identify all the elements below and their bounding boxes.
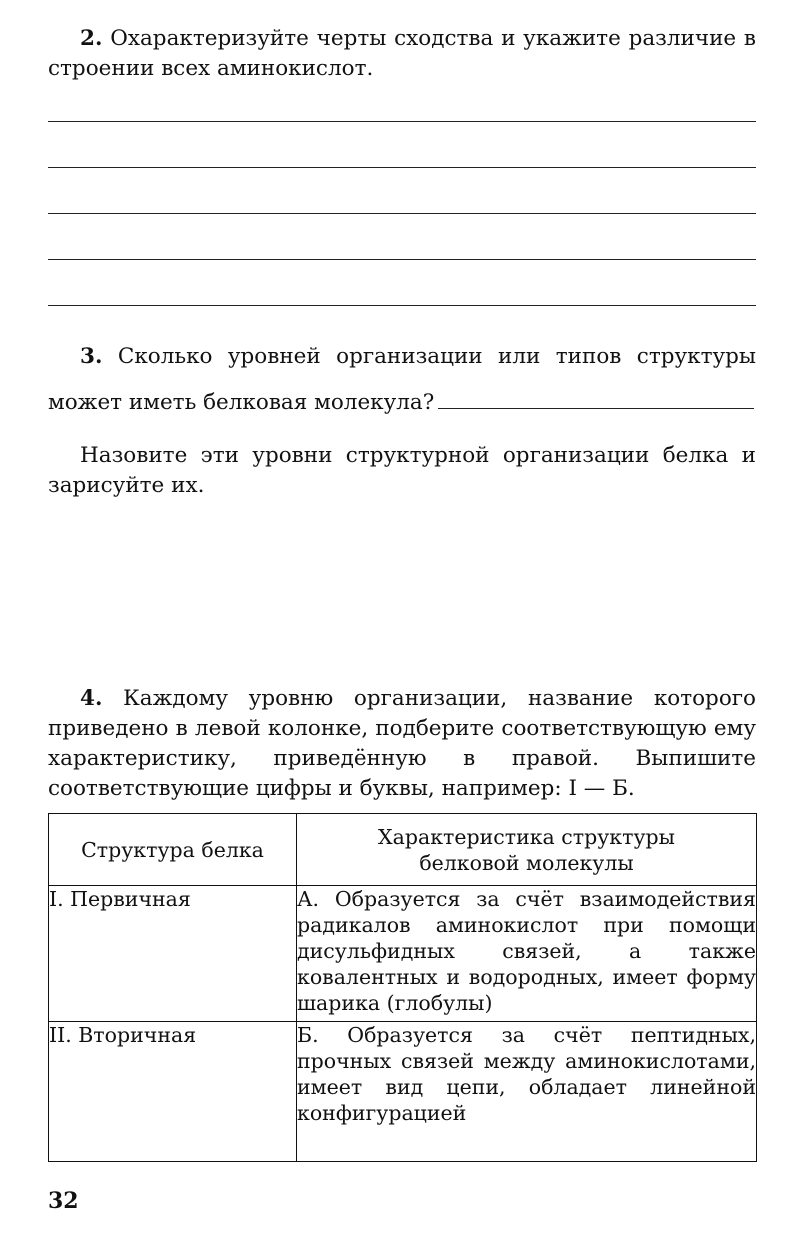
table-row — [49, 886, 757, 1022]
table-header-row — [49, 814, 757, 886]
header-characteristic-line-2: белковой молекулы — [419, 850, 634, 875]
question-2-number: 2. — [80, 26, 103, 51]
levels-count-field[interactable] — [438, 386, 754, 409]
answer-line-2[interactable] — [48, 167, 756, 168]
answer-line-4[interactable] — [48, 259, 756, 260]
header-characteristic — [297, 814, 757, 886]
answer-line-1[interactable] — [48, 121, 756, 122]
question-3-text-b: может иметь белковая молекула? — [48, 390, 435, 415]
answer-line-5[interactable] — [48, 305, 756, 306]
question-4 — [48, 684, 756, 804]
structure-cell-2: II. Вторичная — [49, 1022, 297, 1162]
header-characteristic-line-1: Характеристика структуры — [378, 824, 675, 849]
answer-line-3[interactable] — [48, 213, 756, 214]
question-3 — [48, 342, 756, 372]
question-4-text: Каждому уровню организации, название которого приведено в левой колонке, подберите соответствующую ему характеристику, приведённую в правой. Выпишите соответствующие цифры и буквы, например: I — Б. — [48, 686, 756, 801]
page-number: 32 — [48, 1188, 79, 1214]
question-3-text-a: Сколько уровней организации или типов структуры — [117, 344, 756, 369]
characteristic-cell-a: А. Образуется за счёт взаимодействия радикалов аминокислот при помощи дисульфидных связей, а также ковалентных и водородных, имеет форму шарика (глобулы) — [297, 886, 757, 1022]
characteristic-cell-b: Б. Образуется за счёт пептидных, прочных связей между аминокислотами, имеет вид цепи, обладает линейной конфигурацией — [297, 1022, 757, 1162]
header-structure: Структура белка — [49, 814, 297, 886]
structure-cell-1: I. Первичная — [49, 886, 297, 1022]
question-4-number: 4. — [80, 686, 103, 711]
question-3-number: 3. — [80, 344, 103, 369]
question-3-line-2 — [48, 386, 756, 418]
question-3-instruction: Назовите эти уровни структурной организации белка и зарисуйте их. — [48, 443, 756, 498]
question-2-text: Охарактеризуйте черты сходства и укажите различие в строении всех аминокислот. — [48, 26, 757, 81]
protein-structure-table — [48, 813, 757, 1162]
question-2 — [48, 24, 756, 84]
table-row — [49, 1022, 757, 1162]
